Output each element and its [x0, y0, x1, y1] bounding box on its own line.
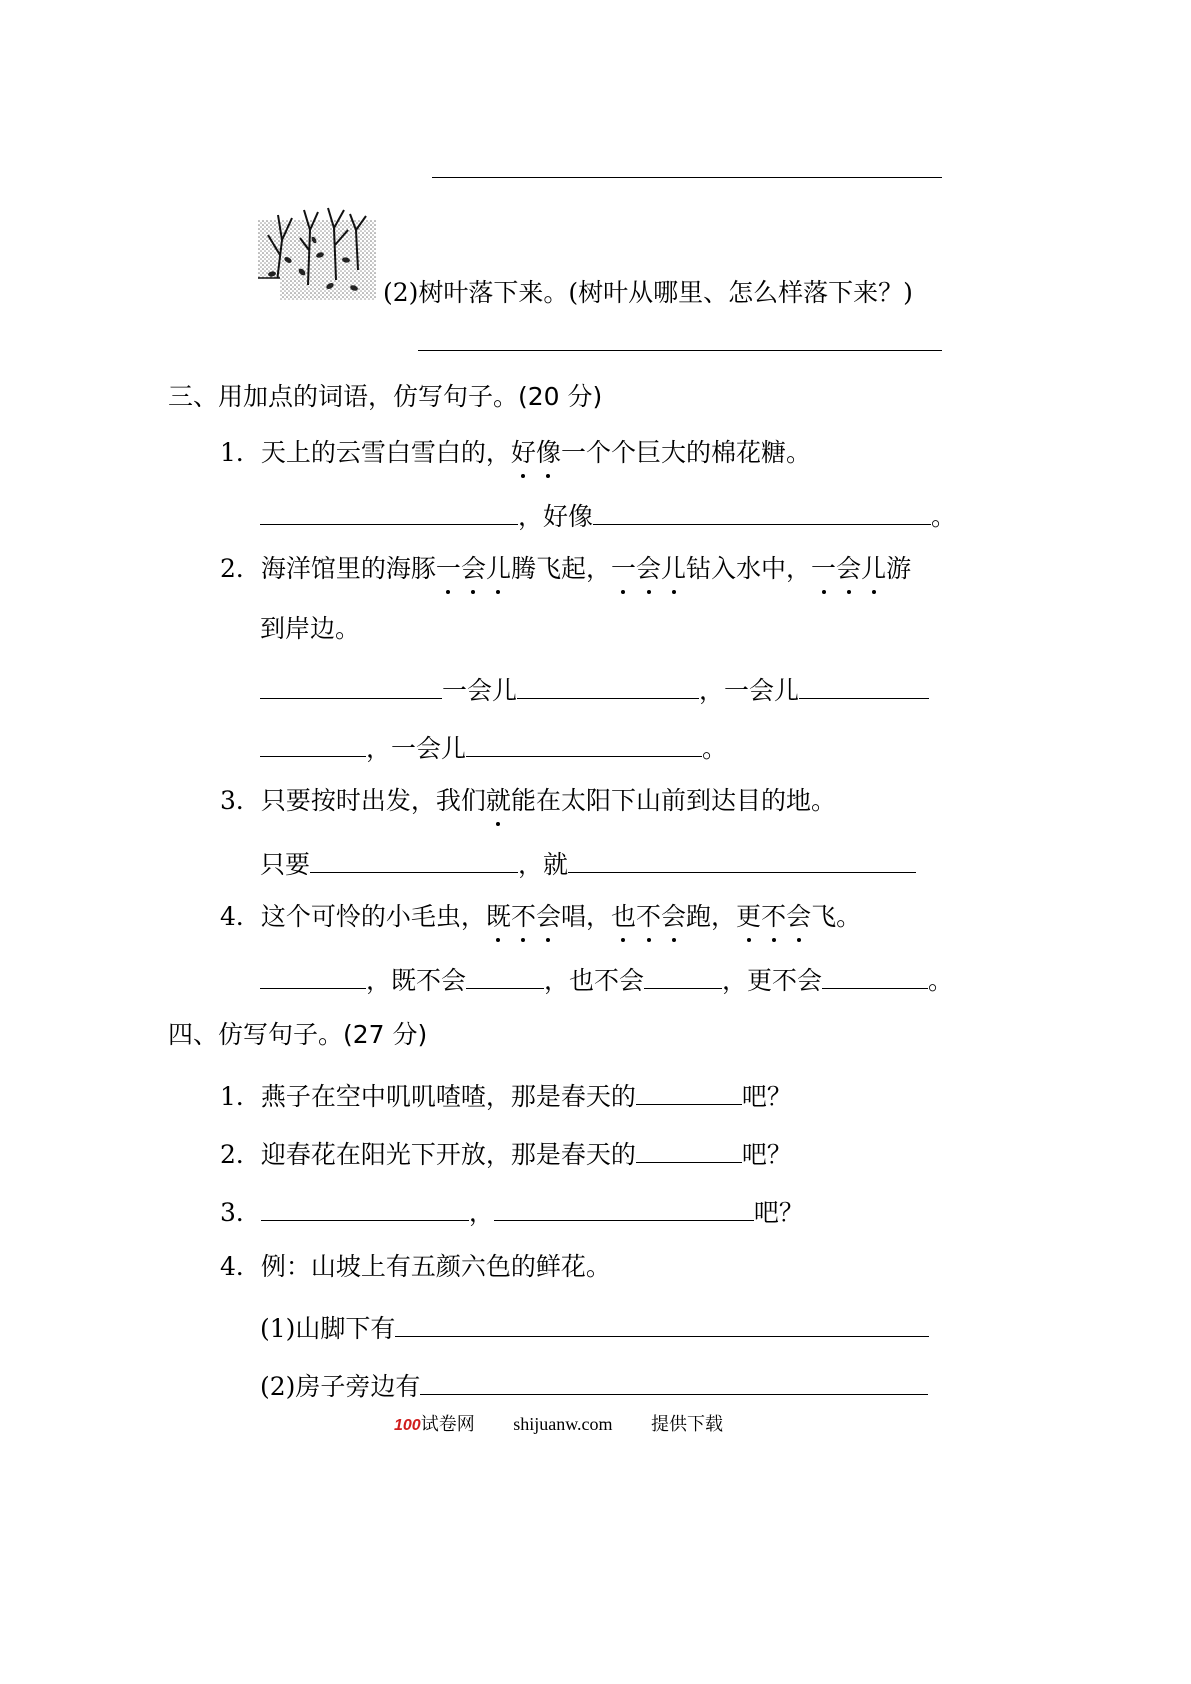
leaves-question: (2)树叶落下来。(树叶从哪里、怎么样落下来？) [383, 278, 913, 307]
blank[interactable] [260, 496, 518, 525]
blank[interactable] [636, 1076, 742, 1105]
page-footer [394, 1412, 723, 1438]
s3-q2-fill-1: 一会儿 ，一会儿 [260, 670, 929, 708]
blank[interactable] [494, 1192, 754, 1221]
s4-q3: 3． ， 吧？ [220, 1192, 804, 1230]
blank[interactable] [310, 844, 518, 873]
footer-brand: 试卷网 [420, 1414, 475, 1434]
s4-q4-example: 4．例：山坡上有五颜六色的鲜花。 [220, 1252, 611, 1281]
answer-line-leaves[interactable] [418, 350, 942, 351]
blank[interactable] [260, 670, 442, 699]
blank[interactable] [644, 960, 722, 989]
section-3-heading: 三、用加点的词语，仿写句子。(20 分) [168, 382, 603, 411]
blank[interactable] [395, 1308, 929, 1337]
blank[interactable] [799, 670, 929, 699]
s3-q4-fill: ，既不会 ，也不会 ，更不会 。 [260, 960, 953, 998]
s4-q2: 2．迎春花在阳光下开放，那是春天的 吧？ [220, 1134, 792, 1172]
blank[interactable] [568, 844, 916, 873]
footer-note: 提供下载 [651, 1414, 724, 1434]
s3-q4-sentence: 4．这个可怜的小毛虫，既不会唱，也不会跑，更不会飞。 [220, 900, 861, 934]
s3-q3-sentence: 3．只要按时出发，我们就能在太阳下山前到达目的地。 [220, 784, 836, 818]
s3-q2-fill-2: ，一会儿 。 [260, 728, 727, 766]
falling-leaves-illustration [258, 200, 376, 300]
footer-site[interactable]: shijuanw.com [513, 1414, 613, 1434]
logo-100: 100 [394, 1417, 421, 1434]
section-4-heading: 四、仿写句子。(27 分) [168, 1020, 428, 1049]
blank[interactable] [466, 728, 702, 757]
blank[interactable] [822, 960, 928, 989]
s4-q1: 1．燕子在空中叽叽喳喳，那是春天的 吧？ [220, 1076, 792, 1114]
s3-q1-fill: ，好像 。 [260, 496, 956, 534]
s3-q2-sentence: 2．海洋馆里的海豚一会儿腾飞起，一会儿钻入水中，一会儿游 [220, 552, 911, 586]
s4-q4-sub1: (1)山脚下有 [260, 1308, 929, 1346]
blank[interactable] [466, 960, 544, 989]
s3-q3-fill: 只要 ，就 [260, 844, 916, 882]
s4-q4-sub2: (2)房子旁边有 [260, 1366, 928, 1404]
blank[interactable] [517, 670, 699, 699]
answer-line-top[interactable] [432, 177, 942, 178]
blank[interactable] [593, 496, 931, 525]
blank[interactable] [636, 1134, 742, 1163]
s3-q1-sentence: 1．天上的云雪白雪白的，好像一个个巨大的棉花糖。 [220, 436, 811, 470]
s3-q2-sentence-line2: 到岸边。 [260, 614, 361, 643]
blank[interactable] [420, 1366, 928, 1395]
blank[interactable] [260, 728, 366, 757]
blank[interactable] [260, 960, 366, 989]
blank[interactable] [261, 1192, 469, 1221]
